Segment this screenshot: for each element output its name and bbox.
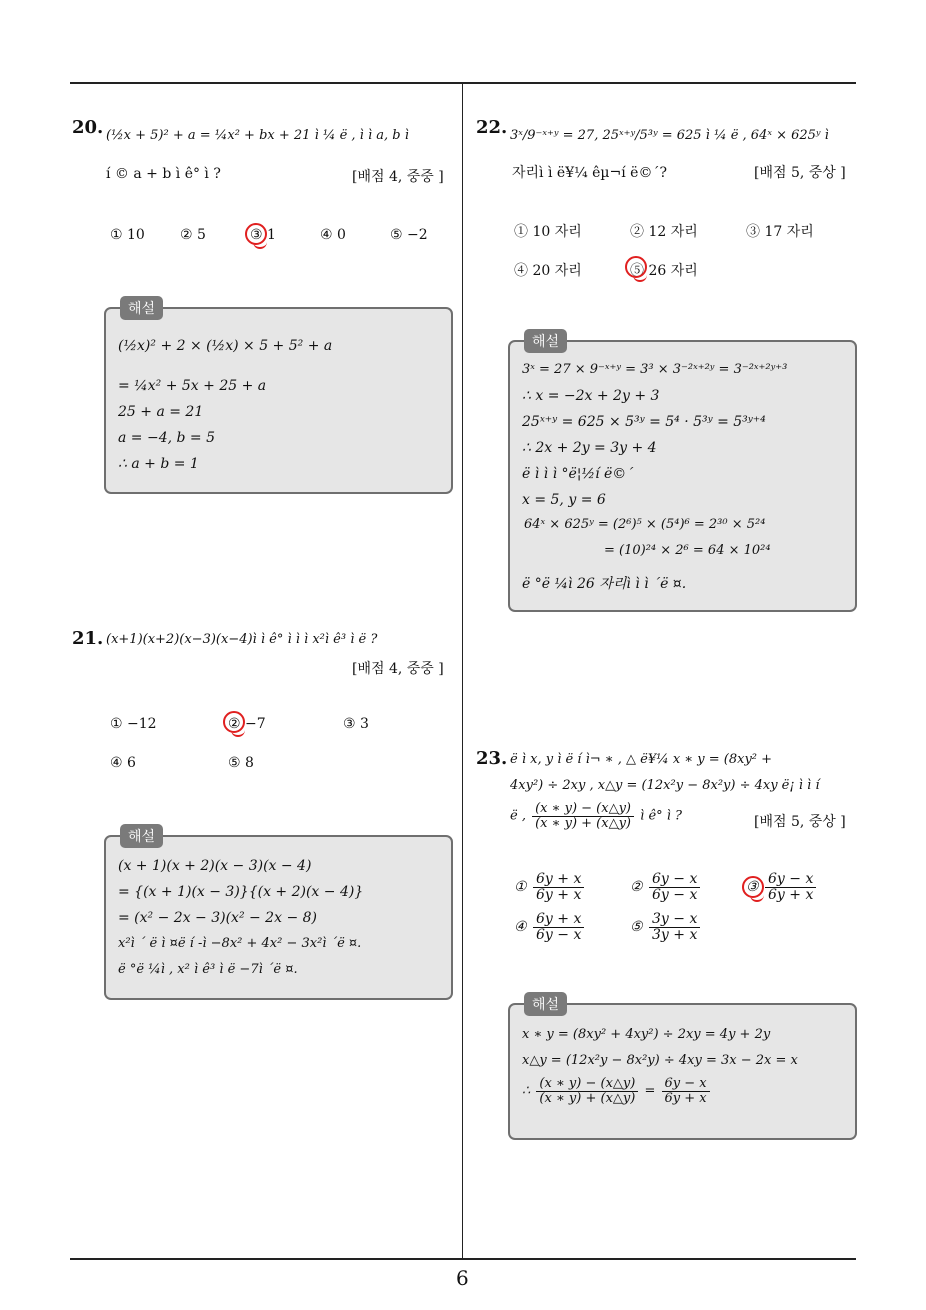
choice-fraction (765, 872, 816, 902)
solution-line-9: ë °ë ¼ì 26 자리ì ì ì ´ë ¤. (522, 576, 687, 592)
solution-line-6: x = 5, y = 6 (522, 492, 606, 508)
solution-line-4: x²ì ´ ë ì ¤ë í -ì −8x² + 4x² − 3x²ì ´ë ¤. (118, 936, 362, 951)
question-text-line-2: 4xy²) ÷ 2xy , x△y = (12x²y − 8x²y) ÷ 4xy ë¡ ì ì í (510, 778, 820, 793)
question-fraction (532, 802, 634, 830)
choice-4[interactable] (514, 912, 586, 942)
choice-4[interactable]: ④ 6 (110, 755, 136, 771)
bottom-rule (70, 1258, 856, 1260)
choice-label: ⑤ (630, 919, 643, 936)
solution-tag: 해설 (524, 992, 567, 1016)
solution-line-1: x ∗ y = (8xy² + 4xy²) ÷ 2xy = 4y + 2y (522, 1027, 771, 1042)
solution-line-5: ë °ë ¼ì , x² ì ê³ ì ë −7ì ´ë ¤. (118, 962, 298, 977)
solution-line-2: = {(x + 1)(x − 3)}{(x + 2)(x − 4)} (118, 884, 364, 900)
question-number: 20. (72, 117, 104, 138)
choice-5[interactable]: ⑤ 26 자리 (630, 263, 698, 279)
solution-tag: 해설 (524, 329, 567, 353)
answer-circle-mark (223, 711, 245, 733)
question-text-line-1: (x+1)(x+2)(x−3)(x−4)ì ì ê° ì ì ì x²ì ê³ ì ë ? (106, 632, 378, 647)
choice-1[interactable]: ① −12 (110, 716, 157, 732)
solution-box (508, 1003, 857, 1140)
page-number: 6 (456, 1266, 469, 1290)
choice-fraction (649, 912, 700, 942)
question-text-line-1: 3ˣ/9⁻ˣ⁺ʸ = 27, 25ˣ⁺ʸ/5³ʸ = 625 ì ¼ ë , 64ˣ × 625ʸ ì (510, 128, 829, 143)
question-number: 22. (476, 117, 508, 138)
choice-2[interactable]: ② 5 (180, 227, 206, 243)
solution-line-8: = (10)²⁴ × 2⁶ = 64 × 10²⁴ (604, 543, 771, 558)
denominator: 6y + x (768, 886, 814, 903)
denominator: 6y + x (664, 1090, 707, 1106)
choice-3[interactable]: ③ 3 (343, 716, 369, 732)
question-text-line-1: ë ì x, y ì ë í ì¬ ∗ , △ ë¥¼ x ∗ y = (8xy² + (510, 752, 773, 767)
line3-suffix: ì ê° ì ? (640, 808, 683, 824)
numerator: 6y − x (649, 872, 700, 888)
score-label: [배점 5, 중상 ] (754, 814, 846, 830)
numerator: 6y − x (662, 1077, 710, 1092)
denominator: (x ∗ y) + (x△y) (539, 1090, 636, 1106)
choice-label: ④ (514, 919, 527, 936)
choice-fraction (533, 912, 584, 942)
denominator: 6y − x (652, 886, 698, 903)
solution-line-5: ë ì ì ì °ë¦½í ë©´ (522, 466, 634, 482)
choice-3[interactable]: ③ 1 (250, 227, 276, 243)
choice-4[interactable]: ④ 20 자리 (514, 263, 582, 279)
choice-2[interactable]: ② 12 자리 (630, 224, 698, 240)
choice-1[interactable]: ① 10 (110, 227, 145, 243)
result-fraction (662, 1077, 710, 1105)
score-label: [배점 5, 중상 ] (754, 165, 846, 181)
answer-circle-mark (742, 876, 764, 898)
numerator: 6y + x (533, 912, 584, 928)
solution-line-1: (x + 1)(x + 2)(x − 3)(x − 4) (118, 858, 312, 874)
choice-label: ③ (746, 879, 759, 896)
column-divider (462, 84, 463, 1258)
therefore-symbol: ∴ (522, 1083, 531, 1099)
denominator: 6y − x (536, 926, 582, 943)
solution-tag: 해설 (120, 296, 163, 320)
choice-5[interactable]: ⑤ 8 (228, 755, 254, 771)
question-number: 21. (72, 628, 104, 649)
score-label: [배점 4, 중중 ] (352, 661, 444, 677)
choice-1[interactable]: ① 10 자리 (514, 224, 582, 240)
solution-line-3: 25ˣ⁺ʸ = 625 × 5³ʸ = 5⁴ · 5³ʸ = 5³ʸ⁺⁴ (522, 414, 766, 430)
solution-line-1: (½x)² + 2 × (½x) × 5 + 5² + a (118, 338, 333, 354)
choice-5[interactable] (630, 912, 702, 942)
solution-line-3: 25 + a = 21 (118, 404, 204, 420)
solution-line-1: 3ˣ = 27 × 9⁻ˣ⁺ʸ = 3³ × 3⁻²ˣ⁺²ʸ = 3⁻²ˣ⁺²ʸ⁺³ (522, 362, 788, 377)
solution-fraction (536, 1077, 638, 1105)
solution-line-3: = (x² − 2x − 3)(x² − 2x − 8) (118, 910, 317, 926)
solution-line-2: = ¼x² + 5x + 25 + a (118, 378, 267, 394)
numerator: 6y − x (765, 872, 816, 888)
solution-line-2: x△y = (12x²y − 8x²y) ÷ 4xy = 3x − 2x = x (522, 1053, 798, 1068)
choice-2[interactable] (630, 872, 702, 902)
numerator: 3y − x (649, 912, 700, 928)
answer-circle-mark (245, 223, 267, 245)
solution-line-4: ∴ 2x + 2y = 3y + 4 (522, 440, 657, 456)
choice-2[interactable]: ② −7 (228, 716, 266, 732)
equals-sign: = (644, 1083, 656, 1099)
choice-1[interactable] (514, 872, 586, 902)
choice-5[interactable]: ⑤ −2 (390, 227, 428, 243)
solution-tag: 해설 (120, 824, 163, 848)
score-label: [배점 4, 중중 ] (352, 169, 444, 185)
solution-line-4: a = −4, b = 5 (118, 430, 216, 446)
numerator: 6y + x (533, 872, 584, 888)
numerator: (x ∗ y) − (x△y) (536, 1077, 638, 1092)
solution-line-5: ∴ a + b = 1 (118, 456, 199, 472)
denominator: 3y + x (652, 926, 698, 943)
choice-label: ① (514, 879, 527, 896)
question-number: 23. (476, 748, 508, 769)
question-text-line-1: (½x + 5)² + a = ¼x² + bx + 21 ì ¼ ë , ì ì a, b ì (106, 128, 409, 143)
denominator: 6y + x (536, 886, 582, 903)
choice-3[interactable]: ③ 17 자리 (746, 224, 814, 240)
fraction-numerator: (x ∗ y) − (x△y) (532, 802, 634, 817)
choice-4[interactable]: ④ 0 (320, 227, 346, 243)
answer-circle-mark (625, 256, 647, 278)
question-text-line-2: 자리ì ì ë¥¼ êµ¬í ë©´? (512, 165, 667, 181)
choice-fraction (649, 872, 700, 902)
choice-label: ② (630, 879, 643, 896)
solution-line-3 (522, 1077, 712, 1105)
choice-fraction (533, 872, 584, 902)
line3-prefix: ë , (510, 808, 526, 824)
top-rule (70, 82, 856, 84)
solution-line-2: ∴ x = −2x + 2y + 3 (522, 388, 660, 404)
question-text-line-3 (510, 802, 682, 830)
solution-line-7: 64ˣ × 625ʸ = (2⁶)⁵ × (5⁴)⁶ = 2³⁰ × 5²⁴ (524, 517, 766, 532)
fraction-denominator: (x ∗ y) + (x△y) (535, 815, 632, 831)
question-text-line-2: í © a + b ì ê° ì ? (106, 166, 221, 182)
